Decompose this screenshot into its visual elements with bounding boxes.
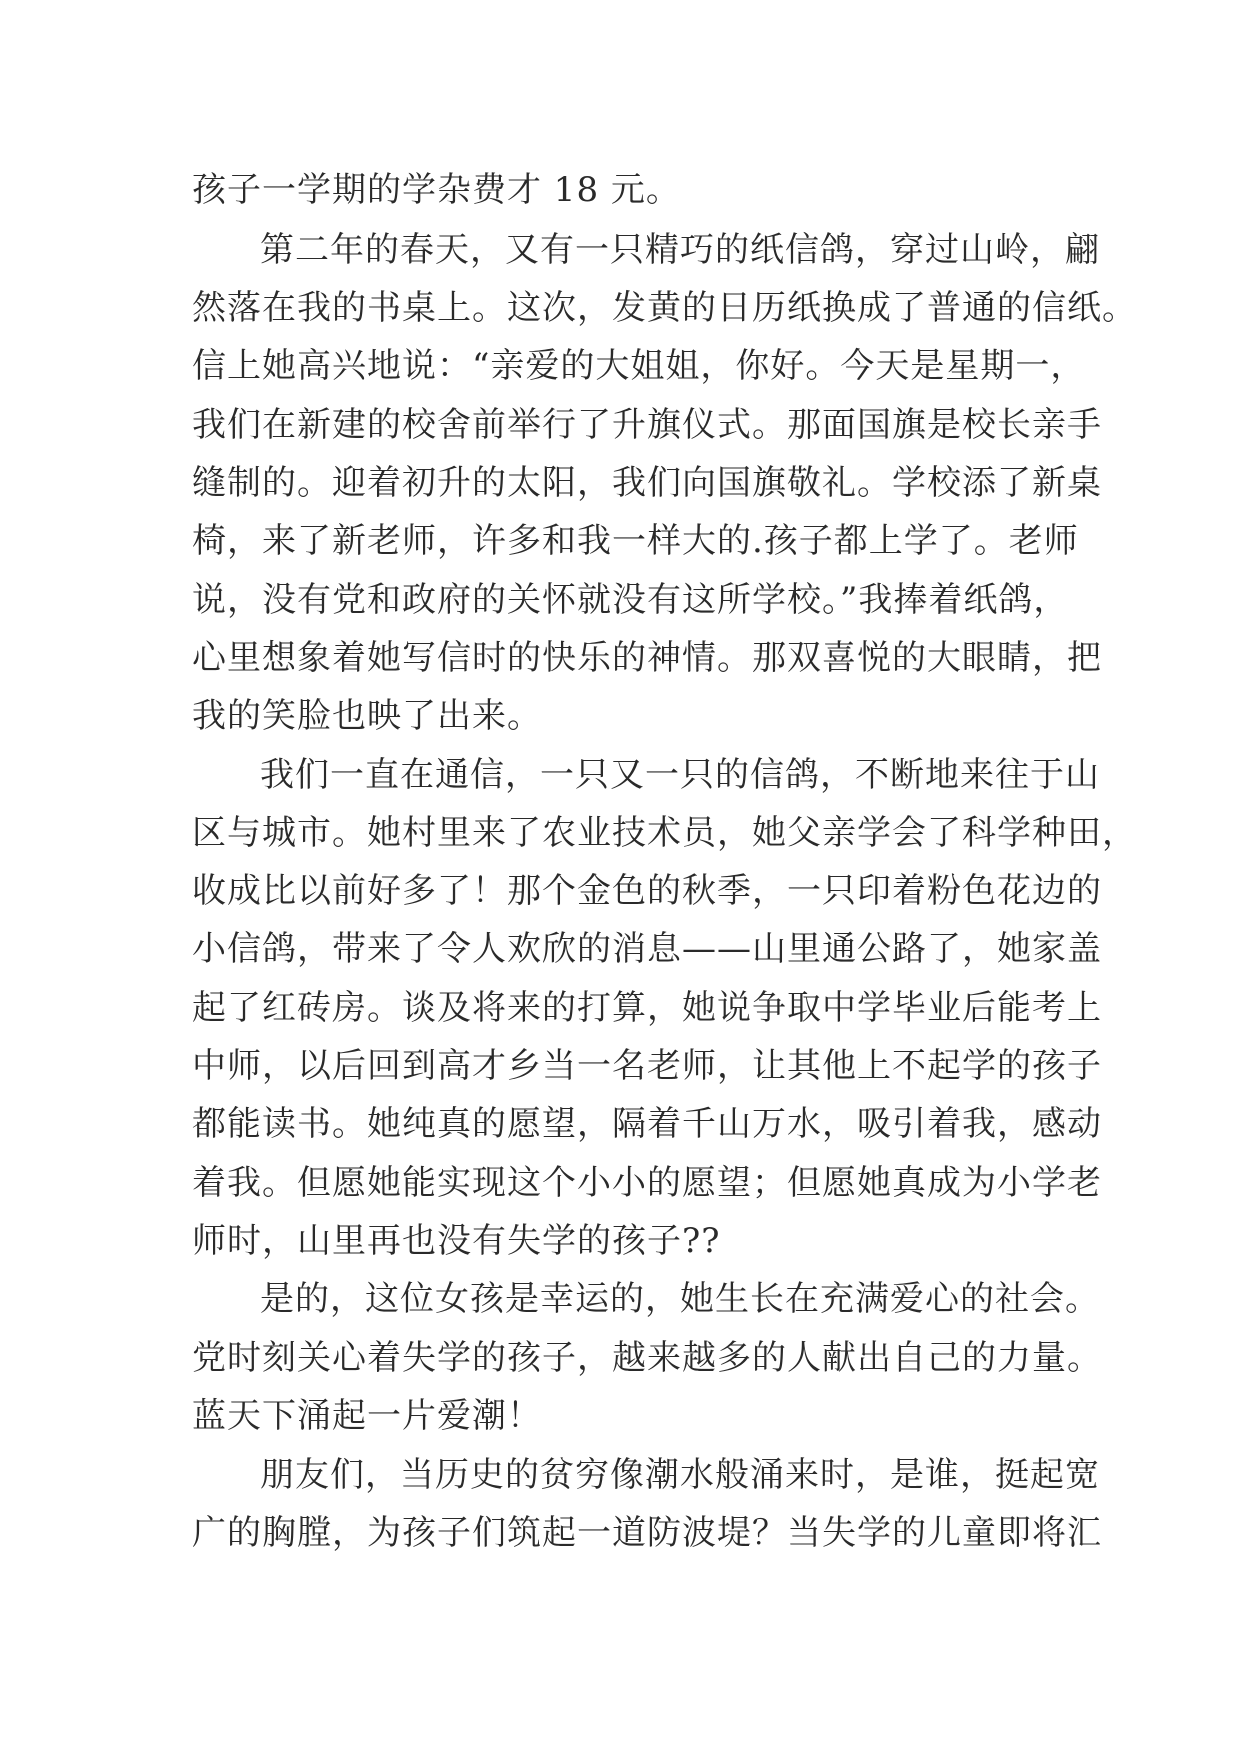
text-line: 我的笑脸也映了出来。 — [192, 696, 542, 736]
paragraph-start-line: 第二年的春天，又有一只精巧的纸信鸽，穿过山岭，翩 — [260, 230, 1100, 270]
text-line: 然落在我的书桌上。这次，发黄的日历纸换成了普通的信纸。 — [192, 288, 1137, 328]
text-line: 广的胸膛，为孩子们筑起一道防波堤？当失学的儿童即将汇 — [192, 1513, 1102, 1553]
text-line: 椅，来了新老师，许多和我一样大的.孩子都上学了。老师 — [192, 521, 1079, 561]
text-line: 起了红砖房。谈及将来的打算，她说争取中学毕业后能考上 — [192, 988, 1102, 1028]
text-line: 师时，山里再也没有失学的孩子?? — [192, 1221, 721, 1261]
paragraph-start-line: 朋友们，当历史的贫穷像潮水般涌来时，是谁，挺起宽 — [260, 1455, 1100, 1495]
text-line: 小信鸽，带来了令人欢欣的消息——山里通公路了，她家盖 — [192, 929, 1102, 969]
text-line: 收成比以前好多了！那个金色的秋季，一只印着粉色花边的 — [192, 871, 1102, 911]
text-line: 缝制的。迎着初升的太阳，我们向国旗敬礼。学校添了新桌 — [192, 463, 1102, 503]
paragraph-start-line: 我们一直在通信，一只又一只的信鸽，不断地来往于山 — [260, 755, 1100, 795]
text-line: 孩子一学期的学杂费才 18 元。 — [192, 170, 681, 210]
paragraph-start-line: 是的，这位女孩是幸运的，她生长在充满爱心的社会。 — [260, 1279, 1100, 1319]
text-line: 党时刻关心着失学的孩子，越来越多的人献出自己的力量。 — [192, 1338, 1102, 1378]
text-line: 说，没有党和政府的关怀就没有这所学校。”我捧着纸鸽， — [192, 580, 1069, 620]
text-line: 蓝天下涌起一片爱潮！ — [192, 1396, 542, 1436]
text-line: 区与城市。她村里来了农业技术员，她父亲学会了科学种田， — [192, 813, 1137, 853]
text-line: 中师，以后回到高才乡当一名老师，让其他上不起学的孩子 — [192, 1046, 1102, 1086]
text-line: 信上她高兴地说：“亲爱的大姐姐，你好。今天是星期一， — [192, 346, 1086, 386]
text-line: 都能读书。她纯真的愿望，隔着千山万水，吸引着我，感动 — [192, 1104, 1102, 1144]
text-line: 我们在新建的校舍前举行了升旗仪式。那面国旗是校长亲手 — [192, 405, 1102, 445]
text-line: 着我。但愿她能实现这个小小的愿望；但愿她真成为小学老 — [192, 1163, 1102, 1203]
text-line: 心里想象着她写信时的快乐的神情。那双喜悦的大眼睛，把 — [192, 638, 1102, 678]
